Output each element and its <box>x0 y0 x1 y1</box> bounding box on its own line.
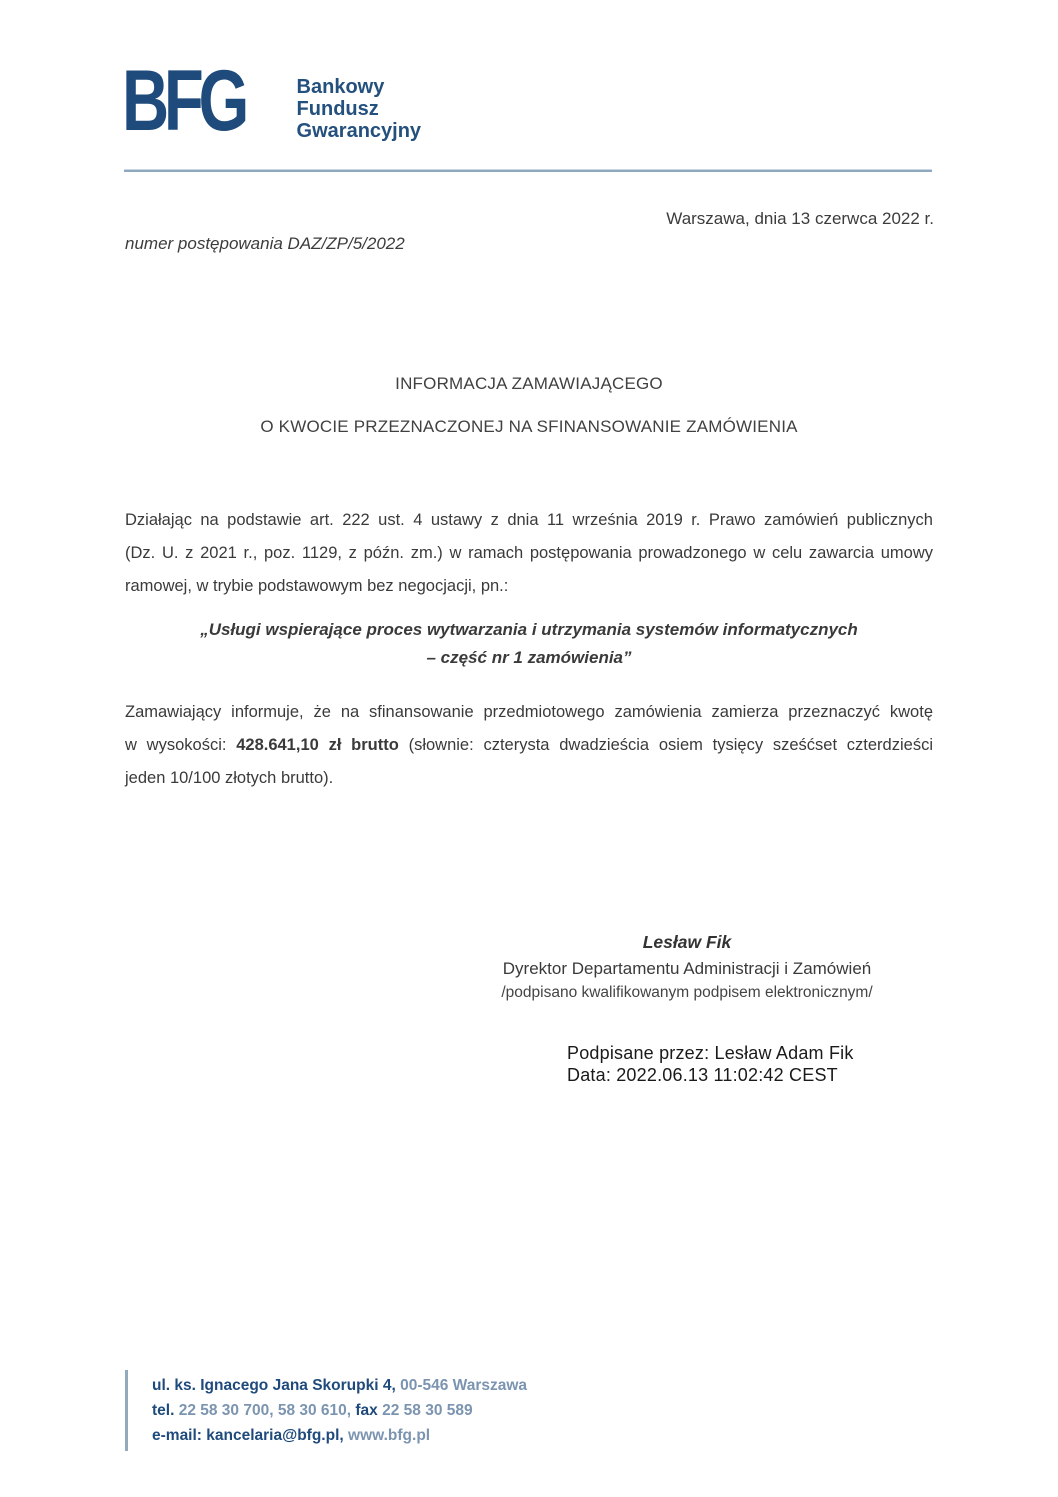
signature-note: /podpisano kwalifikowanym podpisem elektronicznym/ <box>501 984 873 1001</box>
signature-block <box>337 929 1037 1005</box>
stamp-signed-by: Podpisane przez: Lesław Adam Fik <box>567 1043 854 1063</box>
contract-name-quote <box>124 616 934 672</box>
paragraph-line: Działając na podstawie art. 222 ust. 4 ustawy z dnia 11 września 2019 r. Prawo zamówień publicznych <box>125 511 933 529</box>
document-title-line2: O KWOCIE PRZEZNACZONEJ NA SFINANSOWANIE ZAMÓWIENIA <box>260 417 798 436</box>
case-number: numer postępowania DAZ/ZP/5/2022 <box>125 234 405 253</box>
footer-city: 00-546 Warszawa <box>395 1377 528 1394</box>
footer-contact-block <box>125 1370 527 1451</box>
quote-line: „Usługi wspierające proces wytwarzania i utrzymania systemów informatycznych <box>200 620 858 639</box>
footer-street: ul. ks. Ignacego Jana Skorupki 4, <box>152 1377 396 1394</box>
paragraph-line: ramowej, w trybie podstawowym bez negocjacji, pn.: <box>125 577 509 595</box>
stamp-date: Data: 2022.06.13 11:02:42 CEST <box>567 1065 838 1085</box>
footer-tel-label: tel. <box>152 1402 179 1419</box>
footer-fax-number: 22 58 30 589 <box>382 1402 473 1419</box>
footer-website: www.bfg.pl <box>348 1427 431 1444</box>
letterhead-divider <box>124 169 932 172</box>
paragraph-line: Zamawiający informuje, że na sfinansowanie przedmiotowego zamówienia zamierza przeznaczyć kwotę <box>125 703 933 721</box>
logo-word-gwarancyjny: Gwarancyjny <box>296 120 422 142</box>
paragraph-line <box>125 729 933 762</box>
bfg-logo <box>122 53 422 149</box>
footer-email: e-mail: kancelaria@bfg.pl, <box>152 1427 349 1444</box>
amount-prefix: w wysokości: <box>125 736 237 754</box>
bfg-logo-monogram: BFG <box>122 53 245 149</box>
footer-tel-numbers: 22 58 30 700, 58 30 610, <box>178 1402 356 1419</box>
footer-address-line <box>152 1373 527 1398</box>
paragraph-line: jeden 10/100 złotych brutto). <box>125 769 334 787</box>
quote-line: – część nr 1 zamówienia” <box>426 648 632 667</box>
amount-suffix: (słownie: czterysta dwadzieścia osiem tysięcy sześćset czterdzieści <box>398 736 933 754</box>
footer-email-line <box>152 1423 527 1448</box>
logo-word-bankowy: Bankowy <box>296 76 385 98</box>
logo-word-fundusz: Fundusz <box>296 98 379 120</box>
amount-value: 428.641,10 zł brutto <box>236 736 399 754</box>
paragraph-legal-basis <box>125 504 933 603</box>
bfg-logo-wordmark <box>297 68 422 142</box>
paragraph-amount <box>125 696 933 795</box>
signer-name: Lesław Fik <box>642 932 732 952</box>
footer-phone-line <box>152 1398 527 1423</box>
esignature-stamp <box>567 1042 854 1086</box>
signer-role: Dyrektor Departamentu Administracji i Zamówień <box>502 959 872 978</box>
place-and-date: Warszawa, dnia 13 czerwca 2022 r. <box>666 209 934 228</box>
paragraph-line: (Dz. U. z 2021 r., poz. 1129, z późn. zm.) w ramach postępowania prowadzonego w celu zawarcia umowy <box>125 544 933 562</box>
footer-fax-label: fax <box>355 1402 383 1419</box>
document-title-line1: INFORMACJA ZAMAWIAJĄCEGO <box>395 374 663 393</box>
